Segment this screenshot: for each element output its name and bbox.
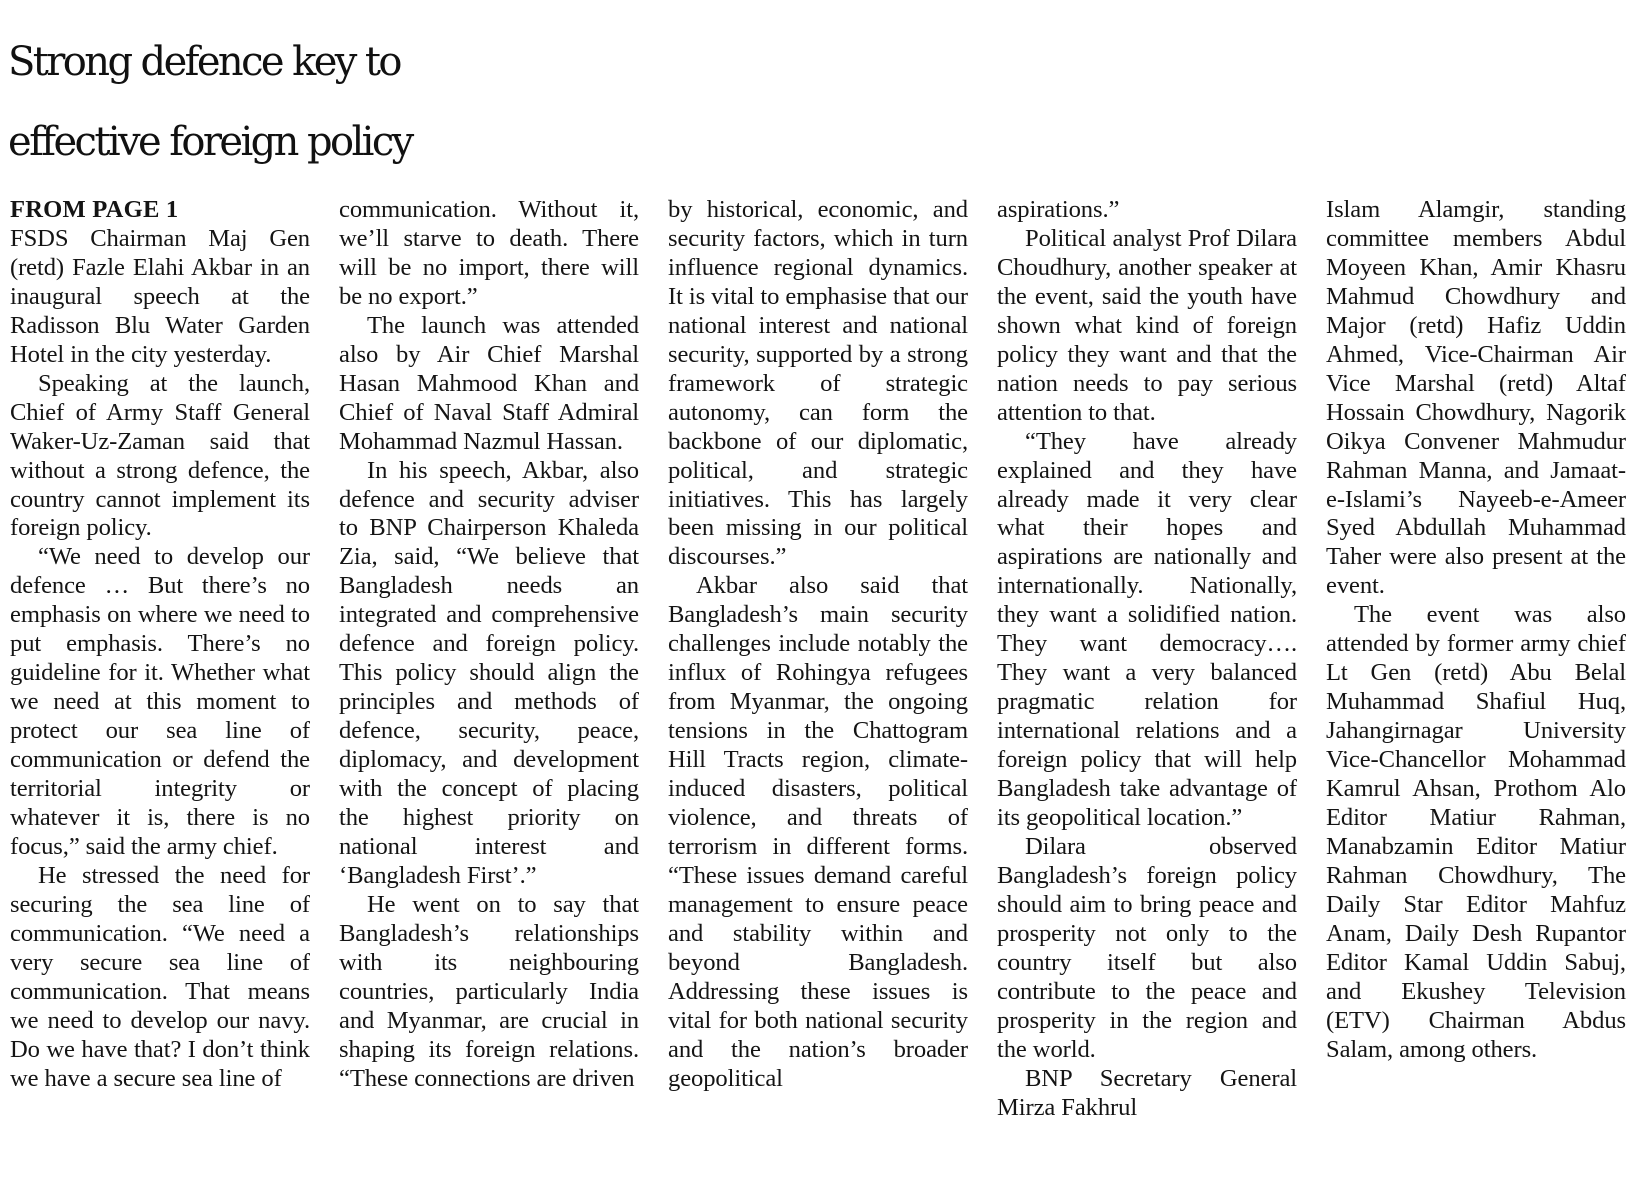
paragraph-continued: aspirations.”: [997, 196, 1120, 223]
paragraph-continued: communication. Without it, we’ll starve to death. There will be no import, there will be no export.”: [339, 196, 639, 310]
paragraph: He went on to say that Bangladesh’s relationships with its neighbouring countries, particularly India and Myanmar, are crucial in shaping its foreign relations. “These connections are driven: [339, 890, 639, 1092]
headline-line-1: Strong defence key to: [8, 39, 400, 85]
kicker: FROM PAGE 1: [10, 196, 179, 223]
article-column-2: [339, 196, 639, 1191]
paragraph: BNP Secretary General Mirza Fakhrul: [997, 1064, 1297, 1121]
paragraph: The launch was attended also by Air Chief Marshal Hasan Mahmood Khan and Chief of Naval Staff Admiral Mohammad Nazmul Hassan.: [339, 311, 639, 455]
headline-line-2: effective foreign policy: [8, 119, 412, 165]
paragraph: Political analyst Prof Dilara Choudhury, another speaker at the event, said the youth have shown what kind of foreign policy they want and that the nation needs to pay serious attention to that.: [997, 224, 1297, 426]
headline: [8, 22, 1008, 182]
paragraph: He stressed the need for securing the sea line of communication. “We need a very secure sea line of communication. That means we need to develop our navy. Do we have that? I don’t think we have a secure sea line of: [10, 861, 310, 1092]
paragraph-continued: by historical, economic, and security factors, which in turn influence regional dynamics. It is vital to emphasise that our national interest and national security, supported by a strong framework of strategic autonomy, can form the backbone of our diplomatic, political, and strategic initiatives. This has largely been missing in our political discourses.”: [668, 196, 968, 571]
paragraph: Akbar also said that Bangladesh’s main security challenges include notably the influx of Rohingya refugees from Myanmar, the ongoing tensions in the Chattogram Hill Tracts region, climate-induced disasters, political violence, and threats of terrorism in different forms. “These issues demand careful management to ensure peace and stability within and beyond Bangladesh. Addressing these issues is vital for both national security and the nation’s broader geopolitical: [668, 572, 968, 1092]
article-column-1: [10, 196, 310, 1191]
article-column-4: [997, 196, 1297, 1191]
paragraph: Speaking at the launch, Chief of Army Staff General Waker-Uz-Zaman said that without a strong defence, the country cannot implement its foreign policy.: [10, 369, 310, 542]
paragraph: In his speech, Akbar, also defence and security adviser to BNP Chairperson Khaleda Zia, said, “We believe that Bangladesh needs an integrated and comprehensive defence and foreign policy. This policy should align the principles and methods of defence, security, peace, diplomacy, and development with the concept of placing the highest priority on national interest and ‘Bangladesh First’.”: [339, 456, 639, 889]
paragraph: “They have already explained and they have already made it very clear what their hopes and aspirations are nationally and internationally. Nationally, they want a solidified nation. They want democracy…. They want a very balanced pragmatic relation for international relations and a foreign policy that will help Bangladesh take advantage of its geopolitical location.”: [997, 427, 1297, 832]
kicker-line: [10, 196, 310, 225]
paragraph: Dilara observed Bangladesh’s foreign policy should aim to bring peace and prosperity not only to the country itself but also contribute to the peace and prosperity in the region and the world.: [997, 832, 1297, 1063]
paragraph: FSDS Chairman Maj Gen (retd) Fazle Elahi Akbar in an inaugural speech at the Radisson Blu Water Garden Hotel in the city yesterday.: [10, 224, 310, 368]
paragraph-continued: Islam Alamgir, standing committee members Abdul Moyeen Khan, Amir Khasru Mahmud Chowdhury and Major (retd) Hafiz Uddin Ahmed, Vice-Chairman Air Vice Marshal (retd) Altaf Hossain Chowdhury, Nagorik Oikya Convener Mahmudur Rahman Manna, and Jamaat-e-Islami’s Nayeeb-e-Ameer Syed Abdullah Muhammad Taher were also present at the event.: [1326, 196, 1626, 600]
article-column-5: [1326, 196, 1626, 1191]
article-column-3: [668, 196, 968, 1191]
paragraph: The event was also attended by former army chief Lt Gen (retd) Abu Belal Muhammad Shafiul Huq, Jahangirnagar University Vice-Chancellor Mohammad Kamrul Ahsan, Prothom Alo Editor Matiur Rahman, Manabzamin Editor Matiur Rahman Chowdhury, The Daily Star Editor Mahfuz Anam, Daily Desh Rupantor Editor Kamal Uddin Sabuj, and Ekushey Television (ETV) Chairman Abdus Salam, among others.: [1326, 601, 1626, 1063]
paragraph: “We need to develop our defence … But there’s no emphasis on where we need to put emphasis. There’s no guideline for it. Whether what we need at this moment to protect our sea line of communication or defend the territorial integrity or whatever it is, there is no focus,” said the army chief.: [10, 543, 310, 860]
